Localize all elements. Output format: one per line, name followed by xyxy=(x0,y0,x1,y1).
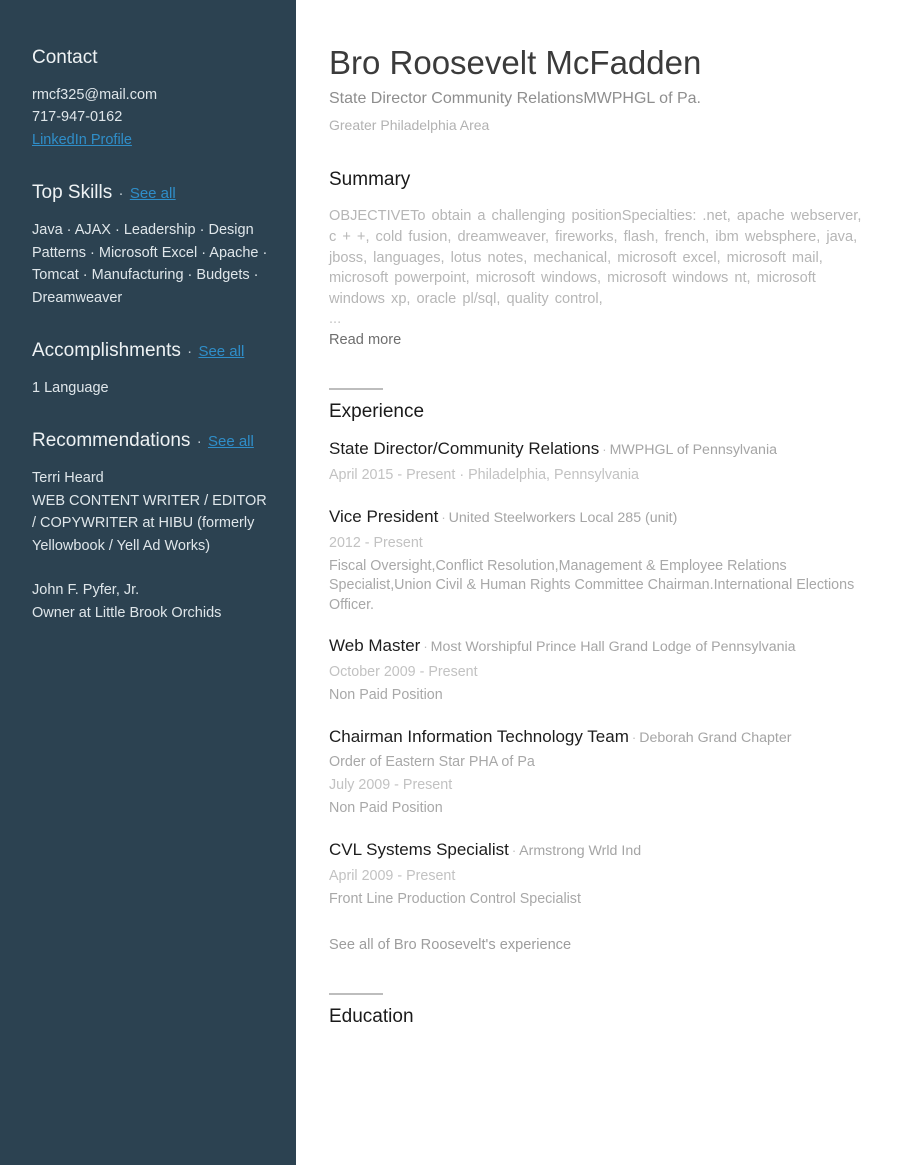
experience-dates-row xyxy=(329,465,870,486)
experience-company: United Steelworkers Local 285 (unit) xyxy=(448,509,678,526)
experience-role: CVL Systems Specialist xyxy=(329,839,509,859)
summary-body: OBJECTIVETo obtain a challenging positionSpecialties: .net, apache webserver, c + +, cold fusion, dreamweaver, fireworks, flash, french, ibm websphere, java, jboss, languages, lotus notes, mechanical, microsoft excel, microsoft mail, microsoft powerpoint, microsoft windows, microsoft windows nt, microsoft windows xp, oracle pl/sql, quality control, xyxy=(329,208,862,308)
experience-title-row xyxy=(329,506,870,529)
experience-description: Non Paid Position xyxy=(329,800,443,817)
profile-location: Greater Philadelphia Area xyxy=(329,117,490,134)
section-experience xyxy=(329,388,870,955)
accomplishments-separator: · xyxy=(187,343,193,360)
recommendations-separator: · xyxy=(196,433,202,451)
top-skills-see-all-link[interactable]: See all xyxy=(129,185,176,203)
experience-title-row xyxy=(329,438,870,461)
top-skills-heading xyxy=(32,181,274,205)
experience-description: Non Paid Position xyxy=(329,687,443,704)
recommendations-heading-label: Recommendations xyxy=(32,430,191,452)
accomplishments-heading-label: Accomplishments xyxy=(32,340,181,361)
linkedin-profile-link[interactable]: LinkedIn Profile xyxy=(32,131,132,148)
contact-heading-label: Contact xyxy=(32,47,98,68)
recommendations-spacer xyxy=(32,557,274,579)
experience-description: Fiscal Oversight,Conflict Resolution,Management & Employee Relations Specialist,Union Civil & Human Rights Committee Chairman.International Elections Officer. xyxy=(329,557,855,613)
experience-dates: July 2009 - Present xyxy=(329,777,453,794)
recommendation-name: John F. Pyfer, Jr. xyxy=(32,582,140,598)
experience-company: Most Worshipful Prince Hall Grand Lodge of Pennsylvania xyxy=(430,639,796,656)
experience-role: Chairman Information Technology Team xyxy=(329,726,629,746)
accomplishments-heading xyxy=(32,339,274,363)
experience-entry xyxy=(329,635,870,705)
profile-header xyxy=(329,44,870,134)
sidebar-section-top-skills xyxy=(32,181,274,309)
experience-separator: · xyxy=(423,639,428,655)
experience-company: MWPHGL of Pennsylvania xyxy=(609,441,777,458)
contact-email[interactable]: rmcf325@mail.com xyxy=(32,86,158,103)
section-education xyxy=(329,993,870,1029)
sidebar-section-accomplishments xyxy=(32,339,274,399)
experience-extra-line: Order of Eastern Star PHA of Pa xyxy=(329,754,535,771)
profile-headline: State Director Community RelationsMWPHGL of Pa. xyxy=(329,90,701,108)
experience-title-row xyxy=(329,635,870,658)
main-content xyxy=(296,0,900,1165)
experience-role: Vice President xyxy=(329,506,439,526)
contact-heading xyxy=(32,46,274,70)
summary-ellipsis: ... xyxy=(329,310,342,327)
accomplishments-items: 1 Language xyxy=(32,379,109,396)
recommendation-item xyxy=(32,579,274,624)
experience-entry xyxy=(329,839,870,909)
experience-separator: · xyxy=(511,842,517,858)
top-skills-heading-label: Top Skills xyxy=(32,182,113,204)
read-more-link[interactable]: Read more xyxy=(329,331,402,348)
experience-role: State Director/Community Relations xyxy=(329,438,600,458)
experience-location-separator: · xyxy=(459,466,465,483)
experience-entry xyxy=(329,726,870,819)
accomplishments-see-all-link[interactable]: See all xyxy=(198,343,245,360)
experience-separator: · xyxy=(602,441,607,457)
recommendations-see-all-link[interactable]: See all xyxy=(207,433,254,451)
summary-title: Summary xyxy=(329,169,411,191)
sidebar-section-contact xyxy=(32,46,274,151)
experience-dates: 2012 - Present xyxy=(329,534,423,551)
recommendations-heading xyxy=(32,429,274,453)
experience-title: Experience xyxy=(329,400,425,422)
experience-dates: October 2009 - Present xyxy=(329,664,478,681)
sidebar xyxy=(0,0,296,1165)
recommendation-item xyxy=(32,467,274,557)
recommendation-detail: WEB CONTENT WRITER / EDITOR / COPYWRITER at HIBU (formerly Yellowbook / Yell Ad Works) xyxy=(32,492,267,554)
experience-role: Web Master xyxy=(329,636,421,656)
section-summary xyxy=(329,168,870,350)
contact-phone[interactable]: 717-947-0162 xyxy=(32,109,123,126)
top-skills-separator: · xyxy=(118,185,124,203)
experience-title-row xyxy=(329,839,870,862)
recommendation-detail: Owner at Little Brook Orchids xyxy=(32,604,222,621)
experience-separator: · xyxy=(441,509,446,525)
sidebar-section-recommendations xyxy=(32,429,274,624)
experience-entry xyxy=(329,506,870,615)
experience-company: Armstrong Wrld Ind xyxy=(519,842,642,859)
education-title: Education xyxy=(329,1006,414,1028)
page-title: Bro Roosevelt McFadden xyxy=(329,44,702,81)
experience-dates: April 2009 - Present xyxy=(329,867,456,884)
experience-description: Front Line Production Control Specialist xyxy=(329,890,581,907)
section-divider xyxy=(329,388,383,390)
recommendation-name: Terri Heard xyxy=(32,470,104,486)
experience-dates: April 2015 - Present xyxy=(329,466,456,483)
experience-title-row xyxy=(329,726,870,749)
see-all-experience-link[interactable]: See all of Bro Roosevelt's experience xyxy=(329,937,572,954)
top-skills-list: Java · AJAX · Leadership · Design Patterns · Microsoft Excel · Apache · Tomcat · Manufacturing · Budgets · Dreamweaver xyxy=(32,222,268,306)
experience-separator: · xyxy=(631,729,637,745)
experience-location: Philadelphia, Pennsylvania xyxy=(468,466,640,483)
section-divider xyxy=(329,993,383,995)
experience-company: Deborah Grand Chapter xyxy=(639,729,792,746)
experience-entry xyxy=(329,438,870,486)
